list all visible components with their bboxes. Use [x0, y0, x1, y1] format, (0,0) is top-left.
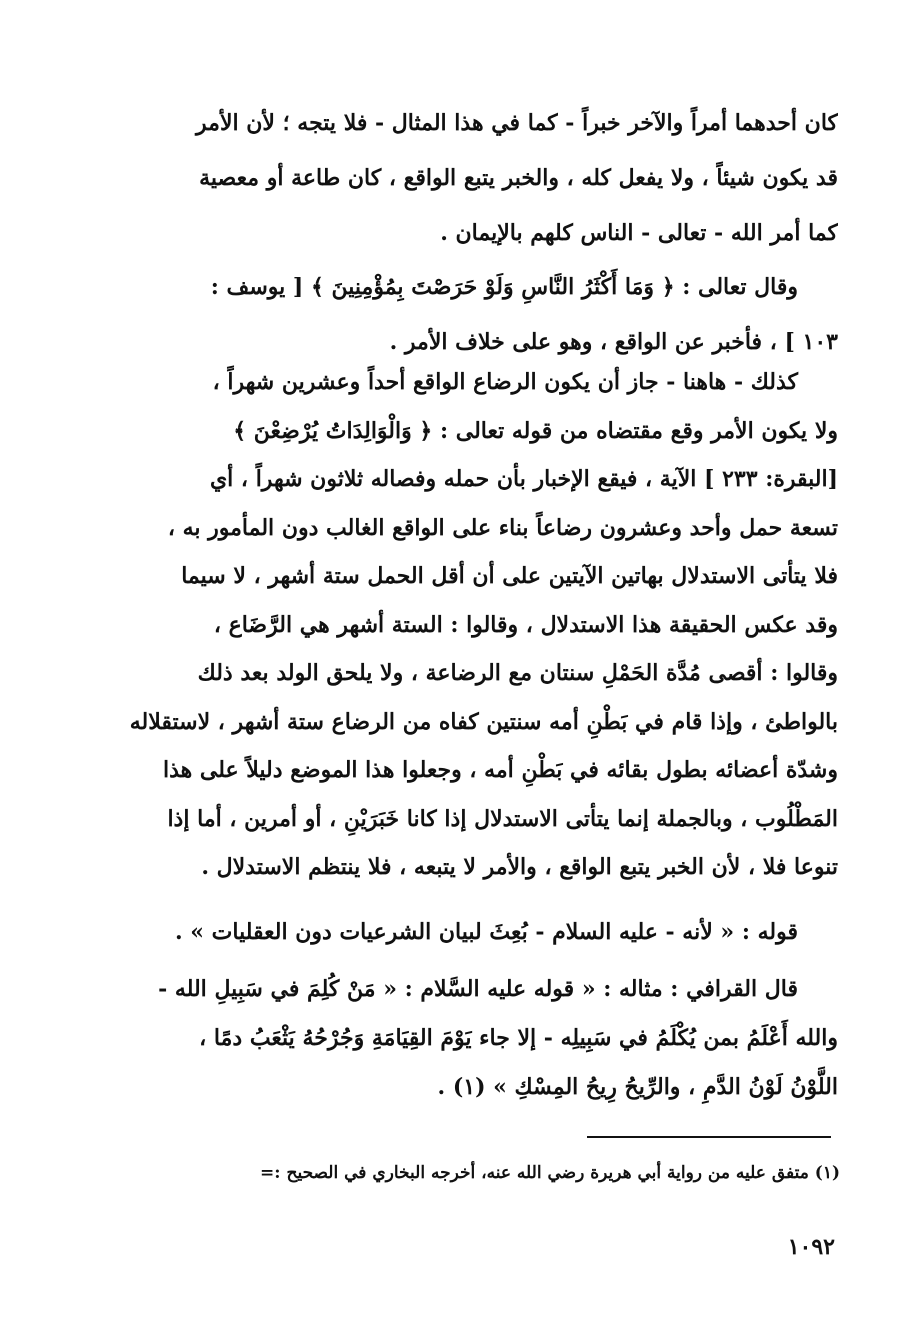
text-line: كان أحدهما أمراً والآخر خبراً - كما في هذا المثال - فلا يتجه ؛ لأن الأمر: [196, 110, 838, 136]
text-line: تنوعا فلا ، لأن الخبر يتبع الواقع ، والأمر لا يتبعه ، فلا ينتظم الاستدلال .: [201, 854, 838, 880]
text-line: بالواطئ ، وإذا قام في بَطْنِ أمه سنتين كفاه من الرضاع ستة أشهر ، لاستقلاله: [129, 708, 838, 735]
paragraph-5: [108, 965, 838, 1112]
text-line: وقالوا : أقصى مُدَّة الحَمْلِ سنتان مع الرضاعة ، ولا يلحق الولد بعد ذلك: [197, 660, 838, 686]
text-line: ١٠٣ ] ، فأخبر عن الواقع ، وهو على خلاف الأمر .: [389, 329, 838, 355]
text-line: قوله : « لأنه - عليه السلام - بُعِثَ لبيان الشرعيات دون العقليات » .: [174, 919, 798, 945]
paragraph-2: [108, 260, 838, 370]
paragraph-1: [108, 96, 838, 261]
text-line: والله أَعْلَمُ بمن يُكْلَمُ في سَبِيلِه - إلا جاء يَوْمَ القِيَامَةِ وَجُرْحُهُ يَثْعَبُ دمًا ،: [199, 1025, 838, 1051]
text-line: فلا يتأتى الاستدلال بهاتين الآيتين على أن أقل الحمل ستة أشهر ، لا سيما: [181, 563, 838, 589]
text-line: قال القرافي : مثاله : « قوله عليه السَّلام : « مَنْ كُلِمَ في سَبِيلِ الله -: [158, 976, 798, 1002]
text-line: وقد عكس الحقيقة هذا الاستدلال ، وقالوا : الستة أشهر هي الرَّضَاع ،: [213, 611, 838, 638]
text-line: وشدّة أعضائه بطول بقائه في بَطْنِ أمه ، وجعلوا هذا الموضع دليلاً على هذا: [162, 757, 838, 783]
text-line: وقال تعالى : ﴿ وَمَا أَكْثَرُ النَّاسِ وَلَوْ حَرَصْتَ بِمُؤْمِنِينَ ﴾ [ يوسف :: [210, 274, 798, 300]
paragraph-4: [108, 905, 838, 960]
text-line: تسعة حمل وأحد وعشرون رضاعاً بناء على الواقع الغالب دون المأمور به ،: [167, 514, 838, 541]
footnote: (١) متفق عليه من رواية أبي هريرة رضي الله عنه، أخرجه البخاري في الصحيح :=: [260, 1163, 840, 1183]
text-line: كما أمر الله - تعالى - الناس كلهم بالإيمان .: [440, 220, 838, 246]
footnote-divider: [587, 1136, 831, 1138]
text-line: كذلك - هاهنا - جاز أن يكون الرضاع الواقع أحداً وعشرين شهراً ،: [212, 369, 798, 395]
text-line: المَطْلُوب ، وبالجملة إنما يتأتى الاستدلال إذا كانا خَبَرَيْنِ ، أو أمرين ، أما إذا: [167, 805, 838, 832]
paragraph-3: [108, 358, 838, 892]
page-number: ١٠٩٢: [787, 1234, 835, 1260]
text-line: قد يكون شيئاً ، ولا يفعل كله ، والخبر يتبع الواقع ، كان طاعة أو معصية: [199, 165, 838, 191]
text-line: ولا يكون الأمر وقع مقتضاه من قوله تعالى : ﴿ وَالْوَالِدَاتُ يُرْضِعْنَ ﴾: [233, 417, 838, 444]
text-line: اللَّوْنُ لَوْنُ الدَّمِ ، والرِّيحُ رِيحُ المِسْكِ » (١) .: [437, 1074, 838, 1100]
text-line: [البقرة: ٢٣٣ ] الآية ، فيقع الإخبار بأن حمله وفصاله ثلاثون شهراً ، أي: [209, 466, 838, 492]
